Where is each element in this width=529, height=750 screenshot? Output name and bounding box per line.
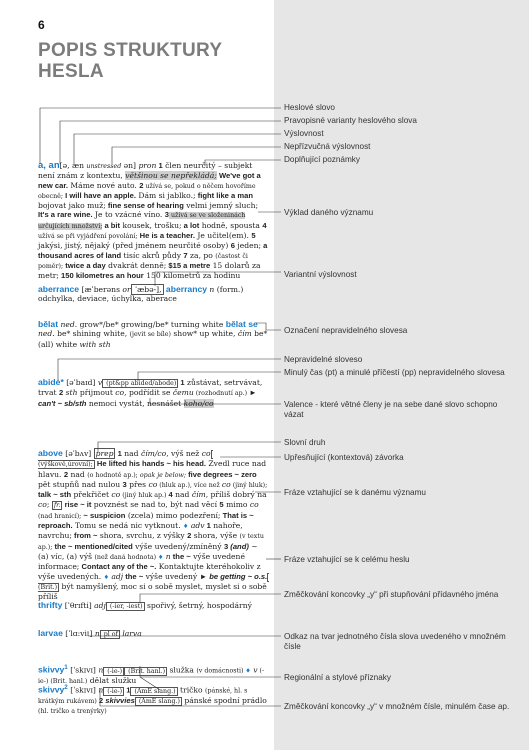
- note-plural-softening: Změčkování koncovky „y“ v množném čísle, minulém čase ap.: [284, 702, 510, 711]
- entry-a: a, an[ə, æn unstressed ən] pron 1 člen neurčitý – subjekt není znám z kontextu, většinou se nepřekládá; We've got a new car. Máme nové auto. 2 užívá se, pokud o něčem hovoříme obecně; I will have an apple. Dám si jablko.; fight like a man bojovat jako muž; fine sense of hearing velmi jemný sluch; It's a rare wine. Je to vzácné víno. 3 užívá se ve složeninách určujících množství; a bit kousek, trošku; a lot hodně, spousta 4 užívá se při vyjádření povolání; He is a teacher. Je učitel(em). 5 jakýsi, jistý, nějaký (před jménem neurčité osoby) 6 jeden; a thousand acres of land tisíc akrů půdy 7 za, po (častost či poměr); twice a day dvakrát denně; $15 a metre 15 dolarů za metr; 150 kilometres an hour 150 kilometrů za hodinu: [38, 160, 268, 281]
- headword-belat: bělat: [38, 319, 59, 329]
- note-phrases-meaning: Fráze vztahující se k danému významu: [284, 488, 426, 497]
- entry-thrifty: thrifty [ˈθrɪfti] adj (-ier, -iest) spořivý, šetrný, hospodárný: [38, 600, 252, 610]
- note-irregular-verb: Nepravidelné sloveso: [284, 355, 363, 364]
- note-meaning-explanation: Výklad daného významu: [284, 208, 374, 217]
- entry-larvae: larvae [ˈlɑ:vi:] n pl of larva: [38, 628, 142, 638]
- leader-line-pronunciation: [74, 134, 281, 164]
- note-past-forms: Minulý čas (pt) a minulé příčestí (pp) nepravidelného slovesa: [284, 368, 505, 377]
- headword-above: above: [38, 448, 63, 458]
- leader-line-headword: [40, 108, 281, 164]
- entry-above: above [əˈbʌv] prep 1 nad čím/co, výš než co (výškově,úrovní); He lifted his hands ~ his head. Zvedl ruce nad hlavu. 2 nad (o hodnotě ap.); opak je below; five degrees ~ zero pět stupňů nad nulou 3 přes co (hluk ap.), více než co (jiný hluk); talk ~ sth překřičet co (jiný hluk ap.) 4 nad čím, příliš dobrý na co; fr. rise ~ it povznést se nad to, být nad věcí 5 mimo co (nad hranicí); ~ suspicion (zcela) mimo podezření; That is ~ reproach. Tomu se nedá nic vytknout. ♦ adv 1 nahoře, navrchu; from ~ shora, svrchu, z výšky 2 shora, výše (v textu ap.); the ~ mentioned/cited výše uvedený/zmíněný 3 (and) ~ (a) víc, (a) výš (než daná hodnota) ♦ n the ~ výše uvedené informace; Contact any of the ~. Kontaktujte kteréhokoliv z výše uvedených. ♦ adj the ~ výše uvedený ► be getting ~ o.s. (Brit.) být namyšlený, moc si o sobě myslet, myslet si o sobě příliš: [38, 448, 268, 602]
- note-supplementary-notes: Doplňující poznámky: [284, 155, 360, 164]
- entry-aberrance: aberrance [æˈberəns or ˈæbə-], aberrancy n (form.) odchylka, deviace, úchylka, aberace: [38, 284, 244, 304]
- entry-skivvy-1: skivvy$^1$ [ˈskɪvɪ] n (-ie-) (Brit. hanl.) služka (v domácnosti) ♦ v (-ie-) (Brit. hanl.) dělat služku: [38, 664, 265, 685]
- note-regional-style: Regionální a stylové příznaky: [284, 673, 391, 682]
- entry-belat: bělat ned. grow*/be* growing/be* turning white bělat se ned. be* shining white, (jevit se bíle) show* up white, čím be* (all) white with sth: [38, 319, 268, 349]
- note-pronunciation: Výslovnost: [284, 129, 324, 138]
- note-phrases-entry: Fráze vztahující se k celému heslu: [284, 555, 410, 564]
- headword-thrifty: thrifty: [38, 600, 63, 610]
- headword-skivvy-2: skivvy: [38, 684, 65, 695]
- page-title-line-2: HESLA: [38, 61, 104, 82]
- page-number: 6: [38, 18, 45, 32]
- note-unstressed-pronunciation: Nepřízvučná výslovnost: [284, 142, 371, 151]
- leader-line-spelling: [60, 121, 281, 164]
- note-variant-pronunciation: Variantní výslovnost: [284, 270, 357, 279]
- note-part-of-speech: Slovní druh: [284, 438, 326, 447]
- headword-a: a, an: [38, 160, 60, 171]
- entry-skivvy-2: skivvy$^2$ [ˈskɪvɪ] n (-ie-) 1 (AmE slang.) tričko (pánské, hl. s krátkým rukávem) 2 skivvies (AmE slang.) pánské spodní prádlo (hl. tričko a trenýrky): [38, 684, 267, 716]
- note-valency: Valence - které větné členy je na sebe dané slovo schopno vázat: [284, 400, 498, 419]
- page-title: [38, 40, 222, 82]
- note-context-bracket: Upřesňující (kontextová) závorka: [284, 453, 404, 462]
- note-headword: Heslové slovo: [284, 103, 335, 112]
- headword-aberrance: aberrance: [38, 284, 80, 294]
- entry-abide: abide* [əˈbaɪd] v (pt&pp abided/abode) 1 zůstávat, setrvávat, trvat 2 sth přijmout co, podřídit se čemu (rozhodnutí ap.) ► can't ~ sb/sth nemoci vystát, nesnášet koho/co: [38, 377, 263, 408]
- headword-skivvy-1: skivvy: [38, 664, 65, 675]
- page-title-line-1: POPIS STRUKTURY: [38, 40, 223, 61]
- note-singular-reference: Odkaz na tvar jednotného čísla slova uvedeného v množném čísle: [284, 632, 506, 651]
- note-irregular-verb-mark: Označení nepravidelného slovesa: [284, 326, 408, 335]
- headword-larvae: larvae: [38, 628, 63, 638]
- note-spelling-variants: Pravopisné varianty heslového slova: [284, 116, 417, 125]
- headword-abide: abide*: [38, 377, 64, 387]
- note-adjective-softening: Změčkování koncovky „y“ při stupňování přídavného jména: [284, 590, 499, 599]
